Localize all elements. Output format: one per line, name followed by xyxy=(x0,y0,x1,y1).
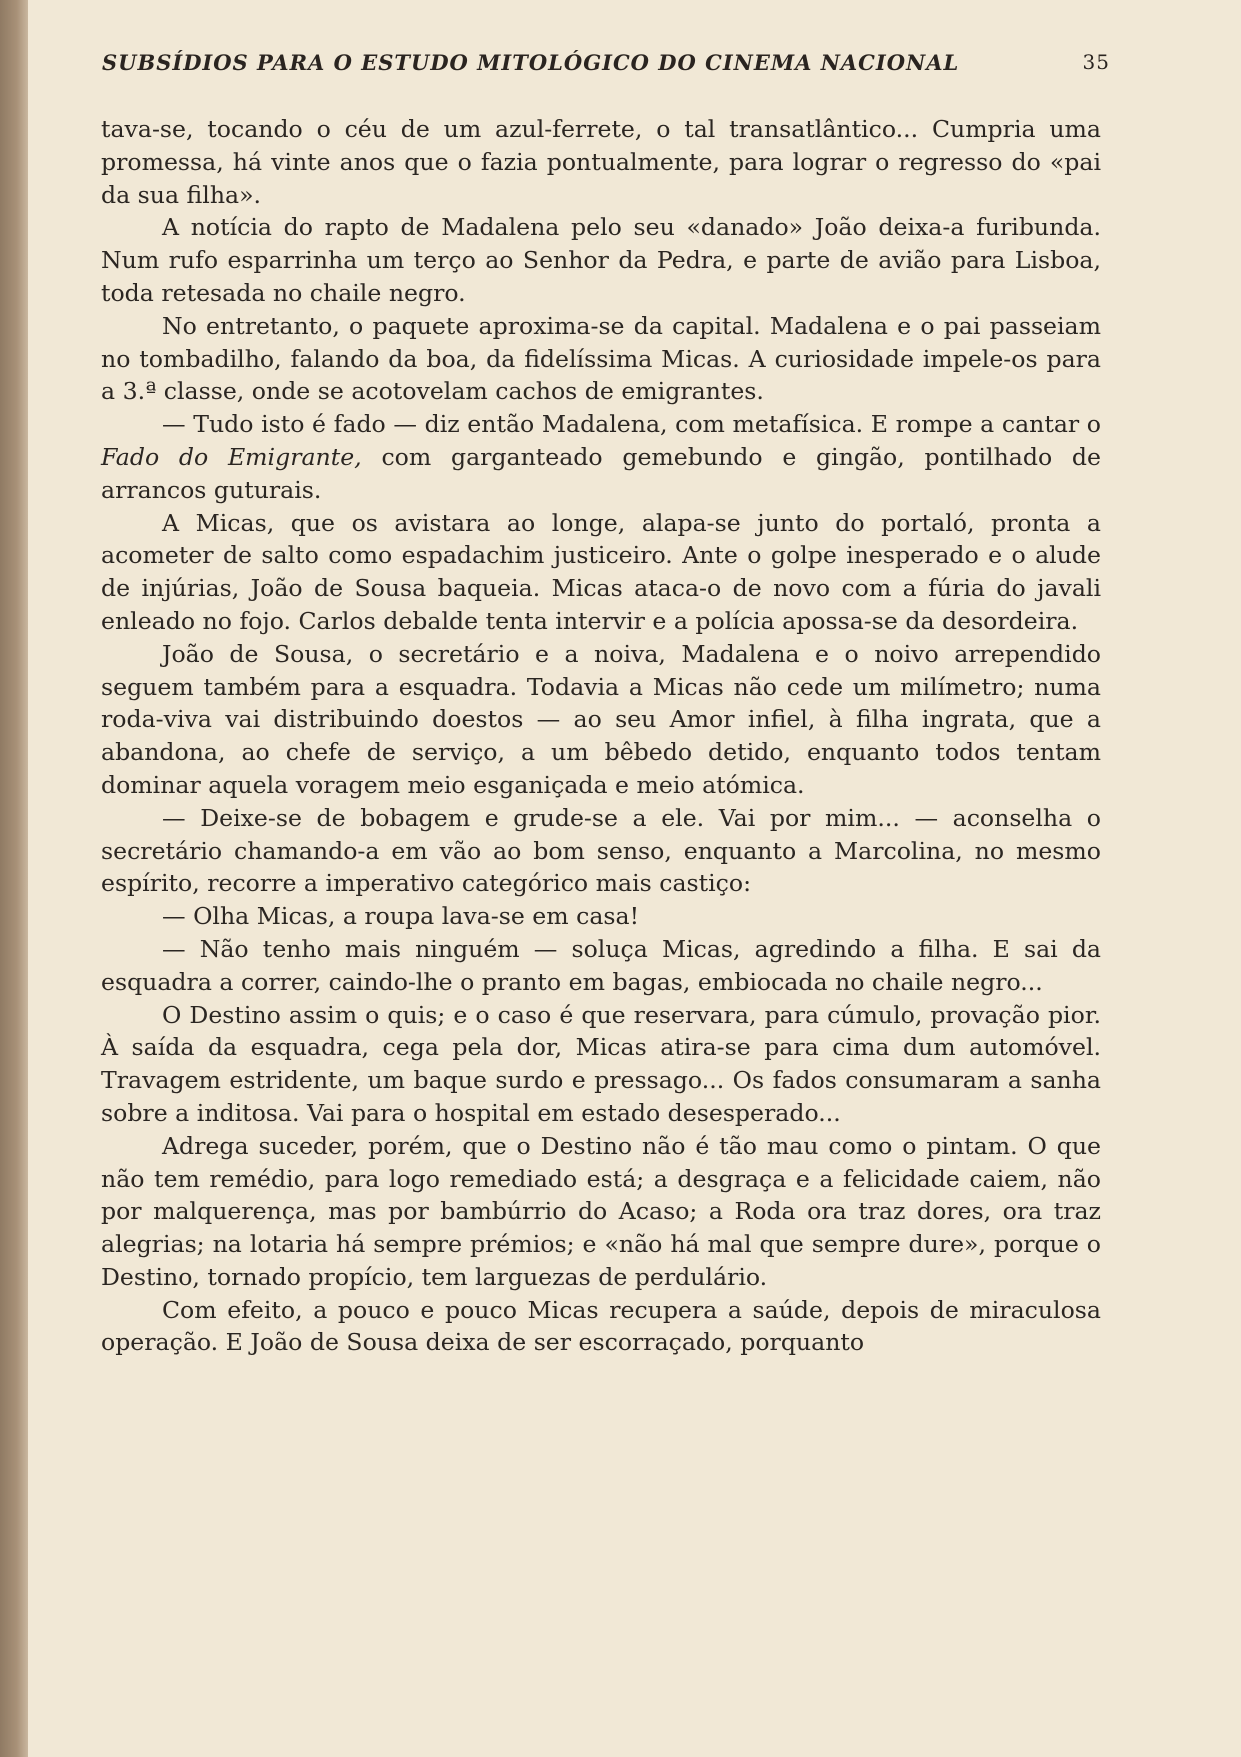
italic-title: Fado do Emigrante, xyxy=(101,442,362,471)
paragraph: — Tudo isto é fado — diz então Madalena, com metafísica. E rompe a cantar o Fado do Emigrante, com garganteado gemebundo e gingão, pontilhado de arrancos guturais. xyxy=(101,410,1101,504)
paragraph: Adrega suceder, porém, que o Destino não é tão mau como o pintam. O que não tem remédio, para logo remediado está; a desgraça e a felicidade caiem, não por malquerença, mas por bambúrrio do Acaso; a Roda ora traz dores, ora traz alegrias; na lotaria há sempre prémios; e «não há mal que sempre dure», porque o Destino, tornado propício, tem larguezas de perdulário. xyxy=(101,1131,1101,1291)
paragraph: Com efeito, a pouco e pouco Micas recupera a saúde, depois de miraculosa operação. E João de Sousa deixa de ser escorraçado, porquanto xyxy=(101,1295,1101,1357)
paragraph: A notícia do rapto de Madalena pelo seu «danado» João deixa-a furibunda. Num rufo esparrinha um terço ao Senhor da Pedra, e parte de avião para Lisboa, toda retesada no chaile negro. xyxy=(101,213,1101,307)
paragraph: — Olha Micas, a roupa lava-se em casa! xyxy=(162,902,640,931)
page-header xyxy=(102,50,1110,82)
paragraph: João de Sousa, o secretário e a noiva, Madalena e o noivo arrependido seguem também para a esquadra. Todavia a Micas não cede um milímetro; numa roda-viva vai distribuindo doestos — ao seu Amor infiel, à filha ingrata, que a abandona, ao chefe de serviço, a um bêbedo detido, enquanto todos tentam dominar aquela voragem meio esganiçada e meio atómica. xyxy=(101,639,1101,799)
paragraph: — Não tenho mais ninguém — soluça Micas, agredindo a filha. E sai da esquadra a correr, caindo-lhe o pranto em bagas, embiocada no chaile negro... xyxy=(101,934,1101,996)
page-number: 35 xyxy=(1082,50,1110,74)
paragraph: O Destino assim o quis; e o caso é que reservara, para cúmulo, provação pior. À saída da esquadra, cega pela dor, Micas atira-se para cima dum automóvel. Travagem estridente, um baque surdo e pressago... Os fados consumaram a sanha sobre a inditosa. Vai para o hospital em estado desesperado... xyxy=(101,1000,1101,1127)
running-title: SUBSÍDIOS PARA O ESTUDO MITOLÓGICO DO CINEMA NACIONAL xyxy=(102,50,960,75)
paragraph: No entretanto, o paquete aproxima-se da capital. Madalena e o pai passeiam no tombadilho, falando da boa, da fidelíssima Micas. A curiosidade impele-os para a 3.ª classe, onde se acotovelam cachos de emigrantes. xyxy=(101,311,1101,406)
body-text xyxy=(101,113,1101,1359)
paragraph: — Deixe-se de bobagem e grude-se a ele. Vai por mim... — aconselha o secretário chamando-a em vão ao bom senso, enquanto a Marcolina, no mesmo espírito, recorre a imperativo categórico mais castiço: xyxy=(101,803,1101,898)
paragraph: tava-se, tocando o céu de um azul-ferrete, o tal transatlântico... Cumpria uma promessa, há vinte anos que o fazia pontualmente, para lograr o regresso do «pai da sua filha». xyxy=(101,115,1101,209)
book-binding-shadow xyxy=(0,0,28,1757)
paragraph: A Micas, que os avistara ao longe, alapa-se junto do portaló, pronta a acometer de salto como espadachim justiceiro. Ante o golpe inesperado e o alude de injúrias, João de Sousa baqueia. Micas ataca-o de novo com a fúria do javali enleado no fojo. Carlos debalde tenta intervir e a polícia apossa-se da desordeira. xyxy=(101,508,1101,635)
